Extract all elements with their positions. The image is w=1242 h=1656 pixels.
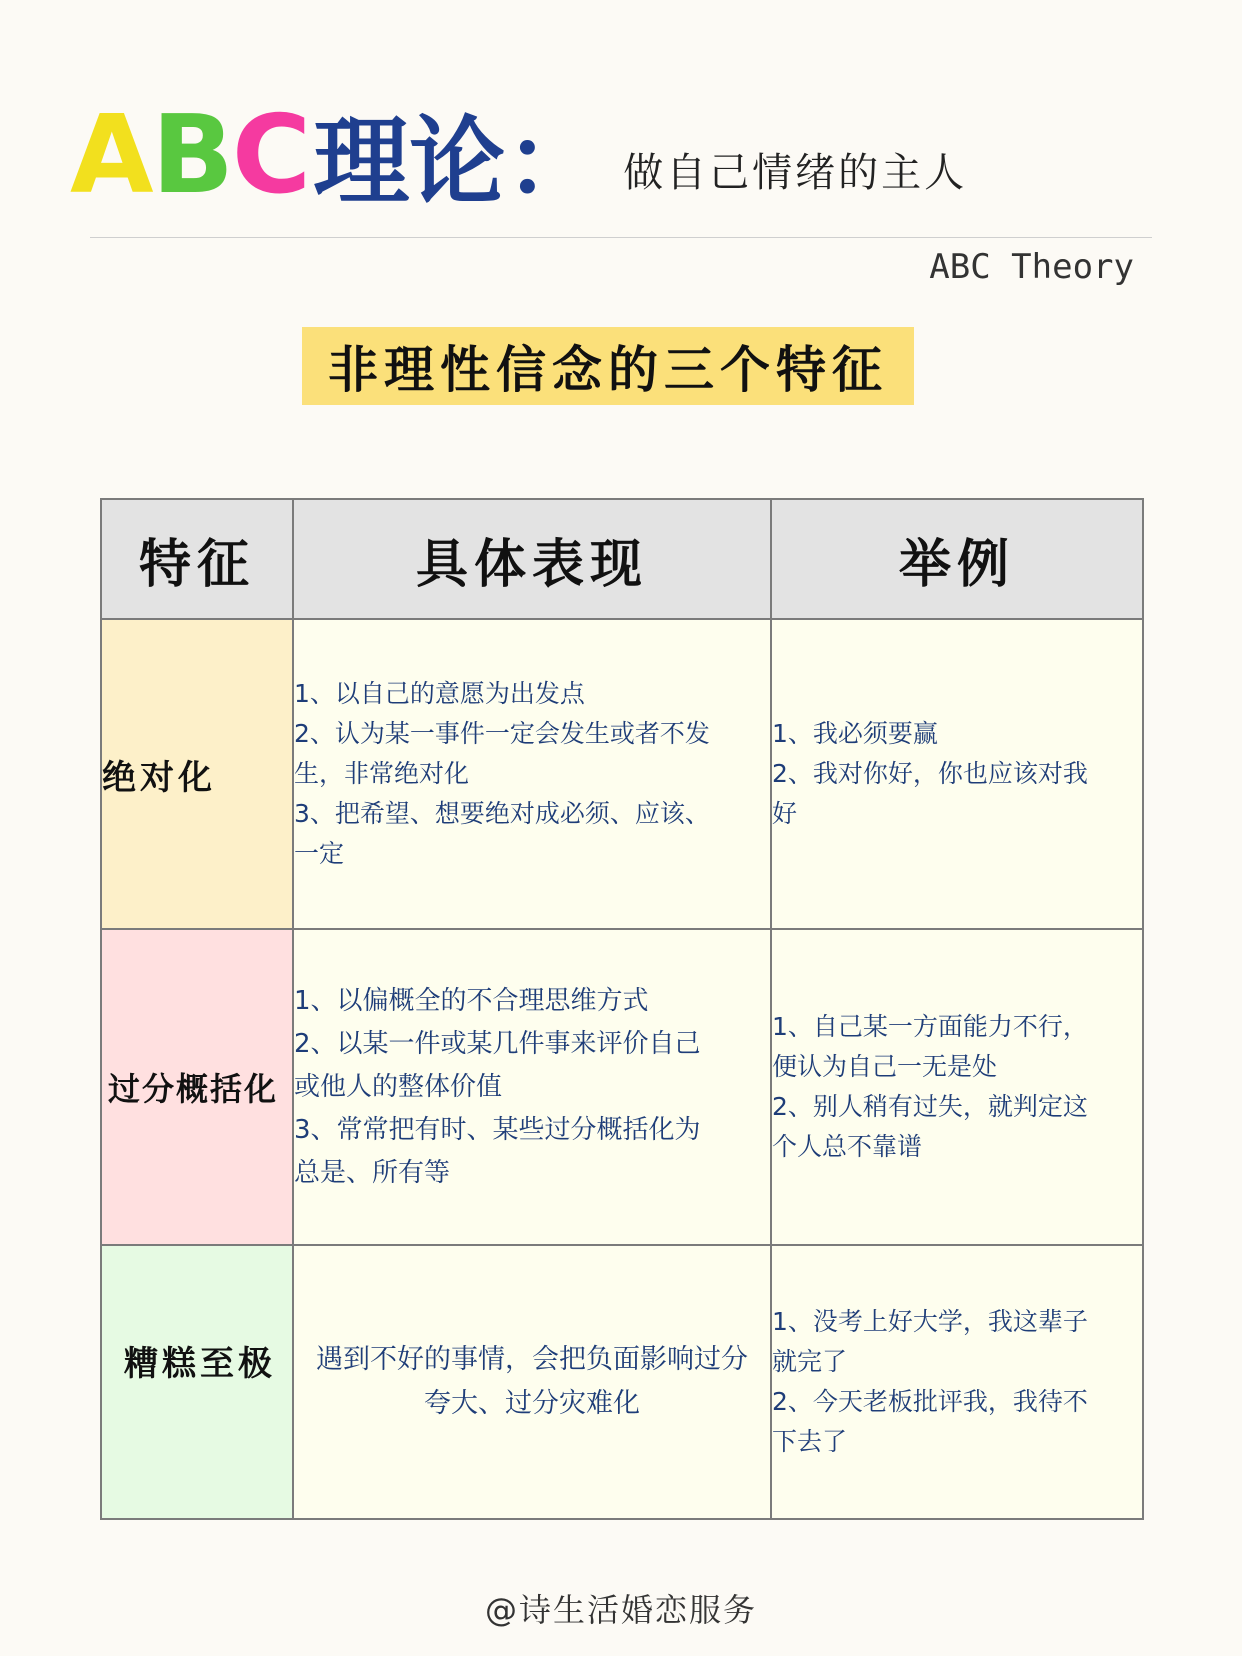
example-cell: [771, 619, 1143, 929]
description-line: 总是、所有等: [294, 1157, 451, 1188]
description-line: 夸大、过分灾难化: [424, 1388, 640, 1419]
example-line: 1、我必须要赢: [772, 719, 938, 748]
example-line: 2、我对你好，你也应该对我: [772, 759, 1088, 788]
divider: [90, 237, 1152, 238]
feature-cell: 过分概括化: [101, 929, 293, 1245]
description-line: 生，非常绝对化: [294, 759, 470, 788]
description-cell: [293, 929, 771, 1245]
example-cell: [771, 1245, 1143, 1519]
header-feature: 特征: [101, 499, 293, 619]
feature-cell: 糟糕至极: [101, 1245, 293, 1519]
description-cell: [293, 1245, 771, 1519]
example-line: 2、今天老板批评我，我待不: [772, 1387, 1088, 1416]
title-word: 理论：: [313, 106, 602, 218]
example-line: 好: [772, 799, 798, 828]
description-line: 一定: [294, 839, 345, 868]
table-header-row: [101, 499, 1143, 619]
example-line: 下去了: [772, 1427, 848, 1456]
table-row: [101, 929, 1143, 1245]
description-line: 3、把希望、想要绝对成必须、应该、: [294, 799, 710, 828]
description-line: 2、认为某一事件一定会发生或者不发: [294, 719, 710, 748]
example-line: 1、没考上好大学，我这辈子: [772, 1307, 1088, 1336]
description-line: 1、以偏概全的不合理思维方式: [294, 985, 649, 1016]
description-line: 1、以自己的意愿为出发点: [294, 679, 585, 708]
title-letter-c: C: [231, 93, 310, 218]
table-row: [101, 619, 1143, 929]
example-line: 2、别人稍有过失，就判定这: [772, 1092, 1088, 1121]
features-table: [100, 498, 1144, 1520]
example-line: 1、自己某一方面能力不行，: [772, 1012, 1088, 1041]
subtitle: 做自己情绪的主人: [623, 150, 968, 196]
section-title: 非理性信念的三个特征: [302, 327, 914, 405]
description-cell: [293, 619, 771, 929]
example-cell: [771, 929, 1143, 1245]
description-line: 遇到不好的事情，会把负面影响过分: [316, 1344, 748, 1375]
example-line: 便认为自己一无是处: [772, 1052, 998, 1081]
feature-cell: 绝对化: [101, 619, 293, 929]
title-letter-b: B: [151, 93, 232, 218]
description-line: 2、以某一件或某几件事来评价自己: [294, 1028, 701, 1059]
header-description: 具体表现: [293, 499, 771, 619]
table-row: [101, 1245, 1143, 1519]
example-line: 就完了: [772, 1347, 848, 1376]
footer-credit: @诗生活婚恋服务: [484, 1591, 757, 1629]
english-subtitle: ABC Theory: [929, 247, 1134, 287]
title-row: [70, 93, 968, 218]
example-line: 个人总不靠谱: [772, 1132, 923, 1161]
description-line: 3、常常把有时、某些过分概括化为: [294, 1114, 701, 1145]
title-letter-a: A: [70, 93, 152, 218]
description-line: 或他人的整体价值: [294, 1071, 503, 1102]
header-example: 举例: [771, 499, 1143, 619]
